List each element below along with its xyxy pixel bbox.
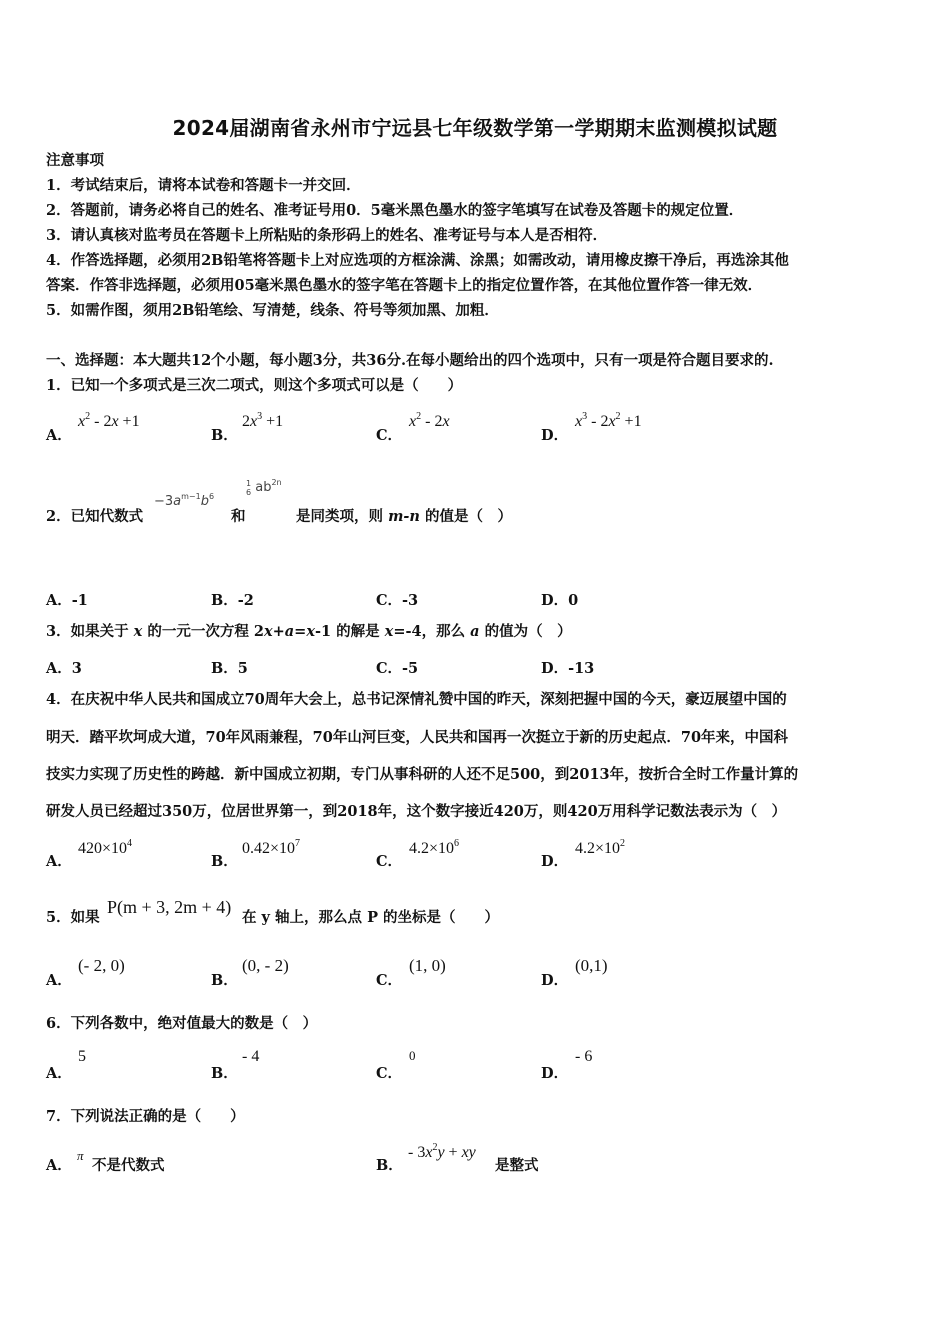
q1-option-d-math: $x^3 - 2x^2 +1$ — [575, 411, 642, 430]
q1-option-b-label: B． — [211, 427, 238, 444]
q4-option-c-label: C． — [376, 853, 403, 870]
question-1-stem: 1．已知一个多项式是三次二项式，则这个多项式可以是（ ） — [46, 377, 463, 394]
q4-option-c-math: $4.2\times 10^6$ — [409, 838, 460, 857]
q5-option-a-math: (- 2, 0) — [78, 956, 125, 975]
q5-option-a-label: A． — [46, 972, 72, 989]
q5-option-c-math: (1, 0) — [409, 956, 446, 975]
question-4-line: 技实力实现了历史性的跨越．新中国成立初期，专门从事科研的人还不足500，到2013年，按折合全时工作量计算的 — [46, 766, 799, 783]
q3-option-c: C．-5 — [376, 660, 419, 677]
section-heading: 一、选择题：本大题共12个小题，每小题3分，共36分.在每小题给出的四个选项中，只有一项是符合题目要求的. — [46, 352, 774, 369]
notice-item: 5．如需作图，须用2B铅笔绘、写清楚，线条、符号等须加黑、加粗． — [46, 302, 499, 319]
notice-item: 1．考试结束后，请将本试卷和答题卡一并交回． — [46, 177, 361, 194]
q3-option-d: D．-13 — [541, 660, 595, 677]
q2-option-d: D．0 — [541, 592, 579, 609]
question-7-stem: 7．下列说法正确的是（ ） — [46, 1108, 245, 1125]
q7-option-a-text: 不是代数式 — [92, 1157, 165, 1174]
q4-option-d-math: $4.2\times 10^2$ — [575, 838, 626, 857]
question-2-mid: 和 — [231, 508, 246, 525]
q2-expression-1: $-3a^{m-1}b^6$ — [154, 492, 215, 509]
q7-option-b-math: - $3x^2y$ + xy — [408, 1142, 476, 1161]
question-2-prefix: 2．已知代数式 — [46, 508, 144, 525]
q4-option-a-math: $420\times 10^4$ — [78, 838, 133, 857]
question-6-stem: 6．下列各数中，绝对值最大的数是（ ） — [46, 1015, 318, 1032]
q4-option-d-label: D． — [541, 853, 569, 870]
q6-option-d-value: - 6 — [575, 1048, 593, 1065]
q3-option-b: B．5 — [211, 660, 248, 677]
question-4-line: 研发人员已经超过350万，位居世界第一，到2018年，这个数字接近420万，则420万用科学记数法表示为（ ） — [46, 803, 787, 820]
page-title: 2024届湖南省永州市宁远县七年级数学第一学期期末监测模拟试题 — [172, 116, 778, 140]
q5-option-d-label: D． — [541, 972, 569, 989]
q1-option-c-label: C． — [376, 427, 403, 444]
q5-option-b-math: (0, - 2) — [242, 956, 289, 975]
q1-option-b-math: $2x^3 +1$ — [242, 411, 284, 430]
q5-option-c-label: C． — [376, 972, 403, 989]
question-3-stem: 3．如果关于 x 的一元一次方程 2x+a=x-1 的解是 x=-4，那么 a 的值为（ ） — [46, 623, 572, 640]
q3-option-a: A．3 — [46, 660, 82, 677]
q5-point-expression: P(m + 3, 2m + 4) — [107, 897, 232, 917]
q2-option-a: A．-1 — [46, 592, 88, 609]
question-2-suffix: 是同类项，则 m-n 的值是（ ） — [296, 508, 513, 525]
q7-option-b-text: 是整式 — [495, 1157, 539, 1174]
q1-option-a-label: A． — [46, 427, 72, 444]
q1-option-a-math: $x^2 - 2x +1$ — [78, 411, 140, 430]
question-5-prefix: 5．如果 — [46, 909, 100, 926]
q1-option-c-math: $x^2 - 2x$ — [409, 411, 450, 430]
q6-option-a-value: 5 — [78, 1048, 86, 1065]
q4-option-a-label: A． — [46, 853, 72, 870]
question-4-line: 4．在庆祝中华人民共和国成立70周年大会上，总书记深情礼赞中国的昨天，深刻把握中国的今天，豪迈展望中国的 — [46, 691, 787, 708]
q4-option-b-math: $0.42\times 10^7$ — [242, 838, 301, 857]
q5-option-b-label: B． — [211, 972, 238, 989]
notice-item: 答案．作答非选择题，必须用05毫米黑色墨水的签字笔在答题卡上的指定位置作答，在其他位置作答一律无效． — [46, 277, 763, 294]
notice-item: 2．答题前，请务必将自己的姓名、准考证号用0．5毫米黑色墨水的签字笔填写在试卷及答题卡的规定位置． — [46, 202, 744, 219]
notice-item: 3．请认真核对监考员在答题卡上所粘贴的条形码上的姓名、准考证号与本人是否相符． — [46, 227, 608, 244]
q6-option-c-label: C． — [376, 1065, 403, 1082]
q7-option-a-label: A． — [46, 1157, 72, 1174]
q4-option-b-label: B． — [211, 853, 238, 870]
question-5-suffix: 在 y 轴上，那么点 P 的坐标是（ ） — [242, 909, 500, 926]
q6-option-b-value: - 4 — [242, 1048, 260, 1065]
q7-option-b-label: B． — [376, 1157, 403, 1174]
question-4-line: 明天．踏平坎坷成大道，70年风雨兼程，70年山河巨变，人民共和国再一次挺立于新的历史起点．70年来，中国科 — [46, 729, 789, 746]
q5-option-d-math: (0,1) — [575, 956, 608, 975]
q1-option-d-label: D． — [541, 427, 569, 444]
q6-option-b-label: B． — [211, 1065, 238, 1082]
q2-option-b: B．-2 — [211, 592, 254, 609]
q6-option-d-label: D． — [541, 1065, 569, 1082]
q2-option-c: C．-3 — [376, 592, 419, 609]
notice-heading: 注意事项 — [46, 152, 104, 169]
q6-option-a-label: A． — [46, 1065, 72, 1082]
q7-option-a-math: π — [77, 1148, 84, 1163]
notice-item: 4．作答选择题，必须用2B铅笔将答题卡上对应选项的方框涂满、涂黑；如需改动，请用橡皮擦干净后，再选涂其他 — [46, 252, 789, 269]
q6-option-c-value: 0 — [409, 1048, 416, 1063]
q2-expression-2: 1 6 $ab^{2n}$ — [246, 478, 282, 497]
